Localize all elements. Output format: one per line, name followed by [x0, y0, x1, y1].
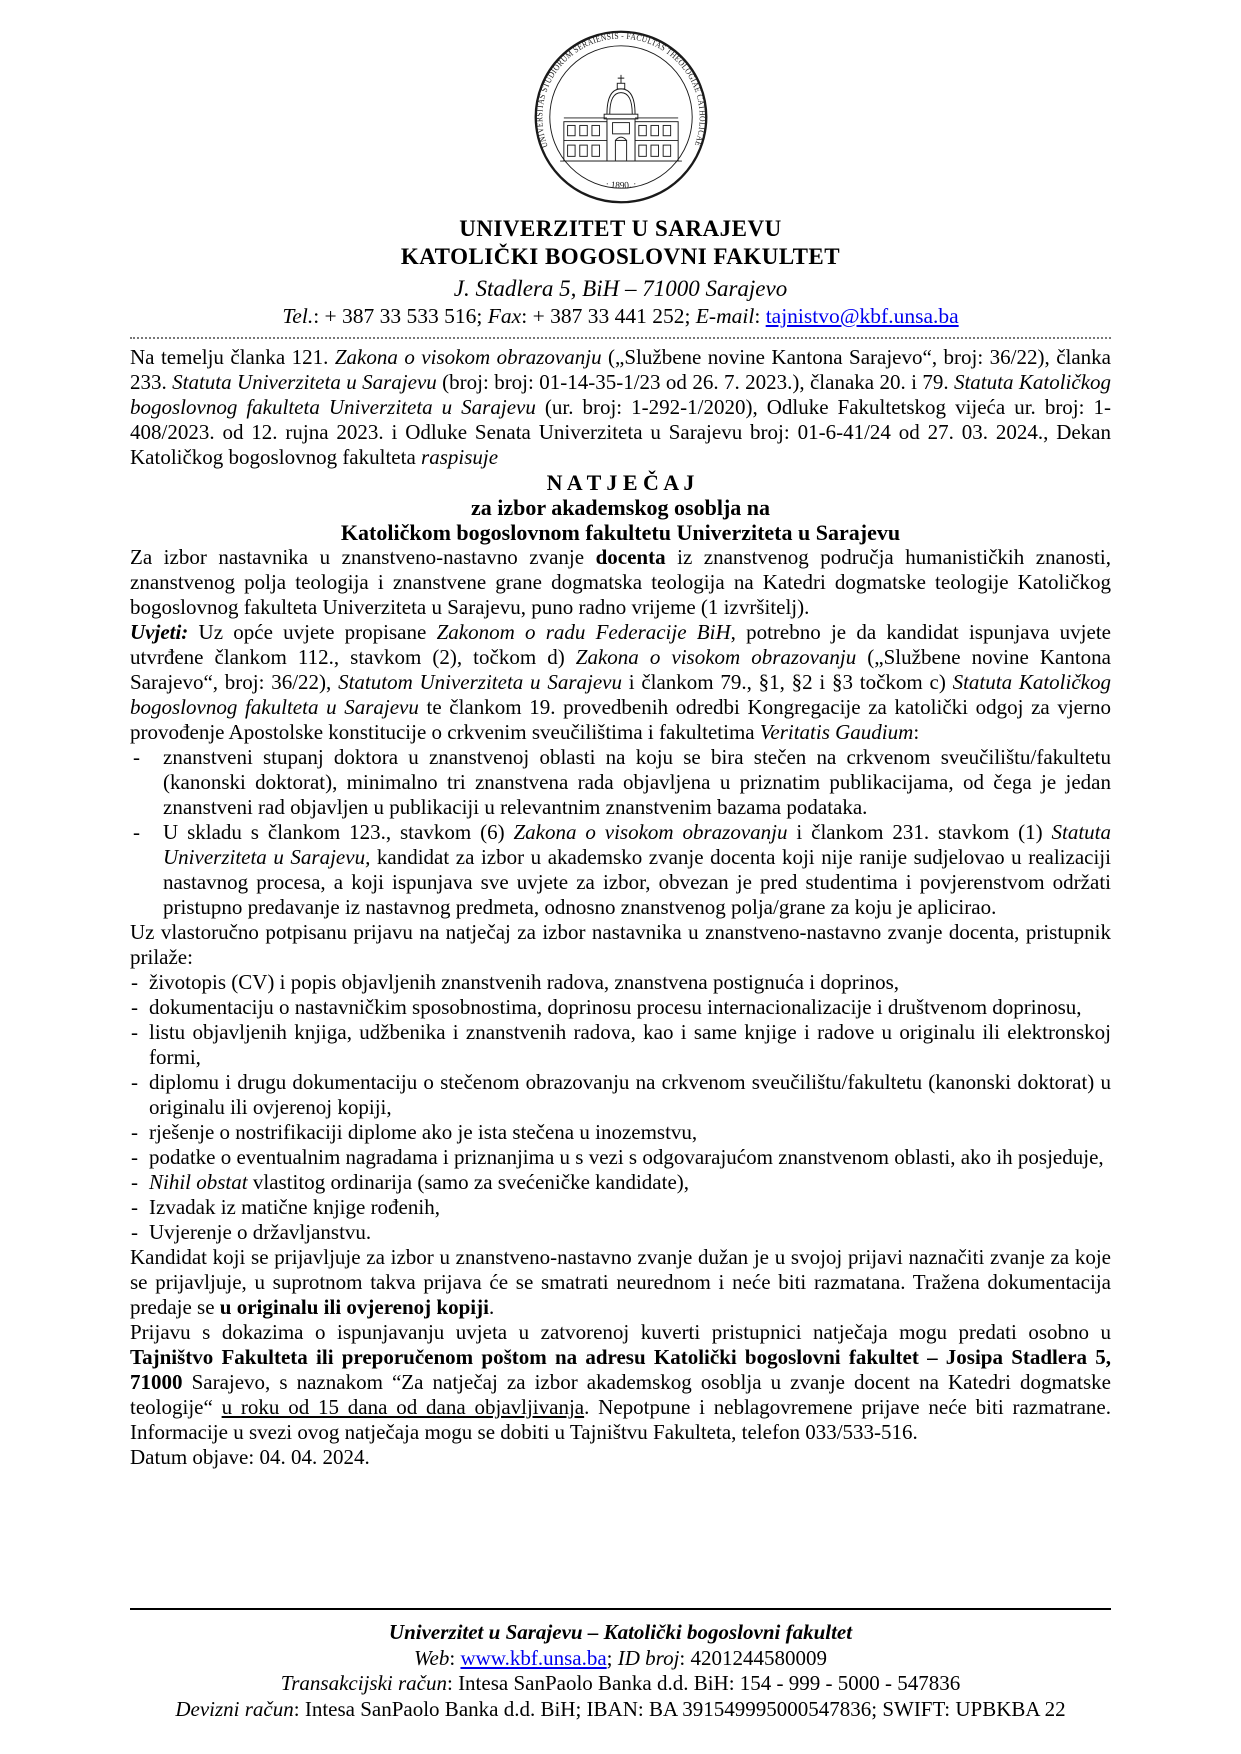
forex-label: Devizni račun	[175, 1696, 294, 1721]
attachment-item	[130, 1070, 1111, 1120]
footer-forex-line	[130, 1697, 1111, 1723]
footer-org-line: Univerzitet u Sarajevu – Katolički bogoslovni fakultet	[388, 1620, 853, 1644]
text-run: :	[913, 720, 920, 744]
seal-building-illustration	[560, 75, 682, 161]
announcement-subtitle-1: za izbor akademskog osoblja na	[470, 495, 771, 520]
conditions-label: Uvjeti:	[130, 620, 189, 644]
attachment-item	[130, 995, 1111, 1020]
web-label: Web	[413, 1645, 450, 1670]
text-run: Za izbor nastavnika u znanstveno-nastavno zvanje	[130, 545, 596, 569]
text-run: Statuta Katoličkog bogoslovnog fakulteta Univerziteta u Sarajevu	[130, 370, 1112, 419]
dash-marker: -	[131, 1145, 138, 1169]
footer-web-line	[130, 1646, 1111, 1672]
conditions-paragraph	[130, 620, 1111, 745]
attachment-item	[130, 1195, 1111, 1220]
text-run: diplomu i drugu dokumentaciju o stečenom obrazovanju na crkvenom sveučilištu/fakultetu (kanonski doktorat) u originalu ili ovjerenoj kopiji,	[149, 1070, 1111, 1119]
text-run: Statutom Univerziteta u Sarajevu	[338, 670, 622, 694]
dash-marker: -	[131, 1070, 138, 1094]
text-run: („Službene novine Kantona Sarajevo“, broj: 36/22),	[130, 645, 1111, 694]
text-run: listu objavljenih knjiga, udžbenika i znanstvenih radova, kao i same knjige i radove u originalu ili elektronskoj formi,	[149, 1020, 1111, 1069]
attachment-item	[130, 1145, 1111, 1170]
faculty-name: KATOLIČKI BOGOSLOVNI FAKULTET	[400, 244, 841, 269]
tel-label: Tel.	[282, 304, 314, 328]
text-run: vlastitog ordinarija (samo za svećeničke kandidate),	[247, 1170, 690, 1194]
condition-item	[130, 745, 1111, 820]
text-run: i člankom 231. stavkom (1)	[787, 820, 1052, 844]
text-run: Statuta Univerziteta u Sarajevu,	[163, 820, 1111, 869]
text-run: Zakonom o radu Federacije BiH	[436, 620, 731, 644]
id-label: ID broj	[617, 1645, 680, 1670]
address-line: J. Stadlera 5, BiH – 71000 Sarajevo	[453, 276, 788, 301]
text-run: Na temelju članka 121.	[130, 345, 335, 369]
tel-value: : + 387 33 533 516;	[313, 304, 488, 328]
attachments-intro: Uz vlastoručno potpisanu prijavu na natječaj za izbor nastavnika u znanstveno-nastavno zvanje docenta, pristupnik prilaže:	[130, 920, 1111, 969]
email-colon: :	[754, 304, 766, 328]
seal-year-text: · 1890. ·	[603, 179, 638, 192]
seal-ring-text: UNIVERSITAS STUDIORUM SERAIENSIS - FACULTAS THEOLOGIAE CATHOLICAE	[533, 30, 708, 150]
text-run: docenta	[595, 545, 666, 569]
dash-marker: -	[131, 1195, 138, 1219]
attachment-item	[130, 1170, 1111, 1195]
text-run: životopis (CV) i popis objavljenih znanstvenih radova, znanstvena postignuća i doprinos,	[149, 970, 900, 994]
email-label: E-mail	[695, 304, 755, 328]
text-run: („Službene novine Kantona Sarajevo“, broj: 36/22), članka 233.	[130, 345, 1111, 394]
text-run: iz znanstvenog područja humanističkih znanosti, znanstvenog polja teologija i znanstvene grane dogmatska teologija na Katedri dogmatske teologije Katoličkog bogoslovnog fakulteta Univerziteta u Sarajevu, puno radno vrijeme (1 izvršitelj).	[130, 545, 1111, 619]
dash-marker: -	[131, 1170, 138, 1194]
text-run: Zakona o visokom obrazovanju	[513, 820, 788, 844]
text-run: Nihil obstat	[149, 1170, 248, 1194]
dash-marker: -	[131, 970, 138, 994]
dash-marker: -	[131, 1120, 138, 1144]
text-run: Zakona o visokom obrazovanju	[334, 345, 602, 369]
text-run: te člankom 19. provedbenih odredbi Kongregacije za katolički odgoj za vjerno provođenje Apostolske konstitucije o crkvenim sveučilištima i fakultetima	[130, 695, 1111, 744]
attachment-item	[130, 1020, 1111, 1070]
document-content	[130, 28, 1111, 1470]
fax-label: Fax	[487, 304, 522, 328]
announcement-subtitle-2: Katoličkom bogoslovnom fakultetu Univerziteta u Sarajevu	[340, 520, 901, 545]
email-link[interactable]: tajnistvo@kbf.unsa.ba	[765, 304, 959, 328]
attachment-item	[130, 1220, 1111, 1245]
header-seal-area	[130, 28, 1111, 211]
text-run: Uvjerenje o državljanstvu.	[149, 1220, 372, 1244]
dash-marker: -	[133, 745, 140, 769]
seal-inner-ring	[549, 46, 691, 188]
deadline-text: u roku od 15 dana od dana objavljivanja	[221, 1395, 585, 1419]
text-run: znanstveni stupanj doktora u znanstvenoj oblasti na koju se bira stečen na crkvenom sveučilištu/fakultetu (kanonski doktorat), minimalno tri znanstvena rada objavljena u priznatim publikacijama, od čega je jedan znanstveni rad objavljen u publikaciji u relevantnim znanstvenim bazama podataka.	[163, 745, 1111, 819]
id-value: : 4201244580009	[679, 1645, 827, 1670]
text-run: , potrebno je da kandidat ispunjava uvjete utvrđene člankom 112., stavkom (2), točkom d)	[130, 620, 1111, 669]
forex-value: : Intesa SanPaolo Banka d.d. BiH; IBAN: BA 391549995000547836; SWIFT: UPBKBA 22	[293, 1696, 1066, 1721]
dash-marker: -	[131, 1020, 138, 1044]
position-paragraph	[130, 545, 1111, 620]
footer-account-line	[130, 1671, 1111, 1697]
attachment-item	[130, 970, 1111, 995]
text-run: :	[449, 1645, 461, 1670]
text-run: podatke o eventualnim nagradama i priznanjima u s vezi s odgovarajućom znanstvenom oblasti, ako ih posjeduje,	[149, 1145, 1104, 1169]
text-run: kandidat za izbor u akademsko zvanje docenta koji nije ranije sudjelovao u realizaciji nastavnog procesa, a koji ispunjava sve uvjete za izbor, obvezan je pred studentima i povjerenstvom održati pristupno predavanje iz nastavnog predmeta, odnosno znanstvenog polja/grane za koju je aplicirao.	[163, 845, 1111, 919]
text-run: Statuta Katoličkog bogoslovnog fakulteta u Sarajevu	[130, 670, 1111, 719]
text-run: Sarajevo, s naznakom “Za natječaj za izbor akademskog osoblja u zvanje docent na Katedri dogmatske teologije“	[130, 1370, 1111, 1419]
dash-marker: -	[133, 820, 140, 844]
text-run: (broj: broj: 01-14-35-1/23 od 26. 7. 2023.), članaka 20. i 79.	[436, 370, 954, 394]
account-label: Transakcijski račun	[280, 1671, 447, 1695]
footer-divider	[130, 1608, 1111, 1610]
document-footer	[130, 1608, 1111, 1722]
text-run: ;	[606, 1645, 618, 1670]
text-run: Tajništvo Fakulteta ili preporučenom poštom na adresu Katolički bogoslovni fakultet – Josipa Stadlera 5, 71000	[130, 1345, 1111, 1394]
contact-line	[130, 303, 1111, 330]
university-name: UNIVERZITET U SARAJEVU	[459, 216, 782, 241]
text-run: dokumentaciju o nastavničkim sposobnostima, doprinosu procesu internacionalizacije i društvenom doprinosu,	[149, 995, 1082, 1019]
account-value: : Intesa SanPaolo Banka d.d. BiH: 154 - 999 - 5000 - 547836	[446, 1671, 961, 1695]
text-run: Statuta Univerziteta u Sarajevu	[172, 370, 437, 394]
text-run: Veritatis Gaudium	[759, 720, 914, 744]
announcement-title: N A T J E Č A J	[546, 470, 695, 495]
condition-item	[130, 820, 1111, 920]
fax-value: : + 387 33 441 252;	[521, 304, 696, 328]
web-link[interactable]: www.kbf.unsa.ba	[460, 1645, 607, 1670]
text-run: Kandidat koji se prijavljuje za izbor u znanstveno-nastavno zvanje dužan je u svojoj prijavi naznačiti zvanje za koje se prijavljuje, u suprotnom takva prijava će se smatrati neurednom i neće biti razmatana. Tražena dokumentacija predaje se	[130, 1245, 1111, 1319]
text-run: raspisuje	[421, 445, 499, 469]
faculty-seal	[532, 28, 710, 206]
text-run: rješenje o nostrifikaciji diplome ako je ista stečena u inozemstvu,	[149, 1120, 698, 1144]
text-run: Zakona o visokom obrazovanju	[575, 645, 857, 669]
dash-marker: -	[131, 1220, 138, 1244]
text-run: Uz opće uvjete propisane	[188, 620, 437, 644]
dash-marker: -	[131, 995, 138, 1019]
attachment-item	[130, 1120, 1111, 1145]
text-run: .	[488, 1295, 495, 1319]
text-run: Izvadak iz matične knjige rođenih,	[149, 1195, 440, 1219]
text-run: u originalu ili ovjerenoj kopiji	[219, 1295, 489, 1319]
header-divider	[130, 337, 1111, 339]
intro-paragraph	[130, 345, 1111, 470]
submission-paragraph	[130, 1320, 1111, 1445]
text-run: U skladu s člankom 123., stavkom (6)	[163, 820, 514, 844]
publication-date: Datum objave: 04. 04. 2024.	[130, 1445, 370, 1469]
candidate-paragraph	[130, 1245, 1111, 1320]
text-run: . Nepotpune i neblagovremene prijave neće biti razmatrane. Informacije u svezi ovog natječaja mogu se dobiti u Tajništvu Fakulteta, telefon 033/533-516.	[130, 1395, 1111, 1444]
text-run: (ur. broj: 1-292-1/2020), Odluke Fakultetskog vijeća ur. broj: 1-408/2023. od 12. rujna 2023. i Odluke Senata Univerziteta u Sarajevu broj: 01-6-41/24 od 27. 03. 2024., Dekan Katoličkog bogoslovnog fakulteta	[130, 395, 1111, 469]
text-run: i člankom 79., §1, §2 i §3 točkom c)	[621, 670, 953, 694]
text-run: Prijavu s dokazima o ispunjavanju uvjeta u zatvorenoj kuverti pristupnici natječaja mogu predati osobno u	[130, 1320, 1111, 1344]
